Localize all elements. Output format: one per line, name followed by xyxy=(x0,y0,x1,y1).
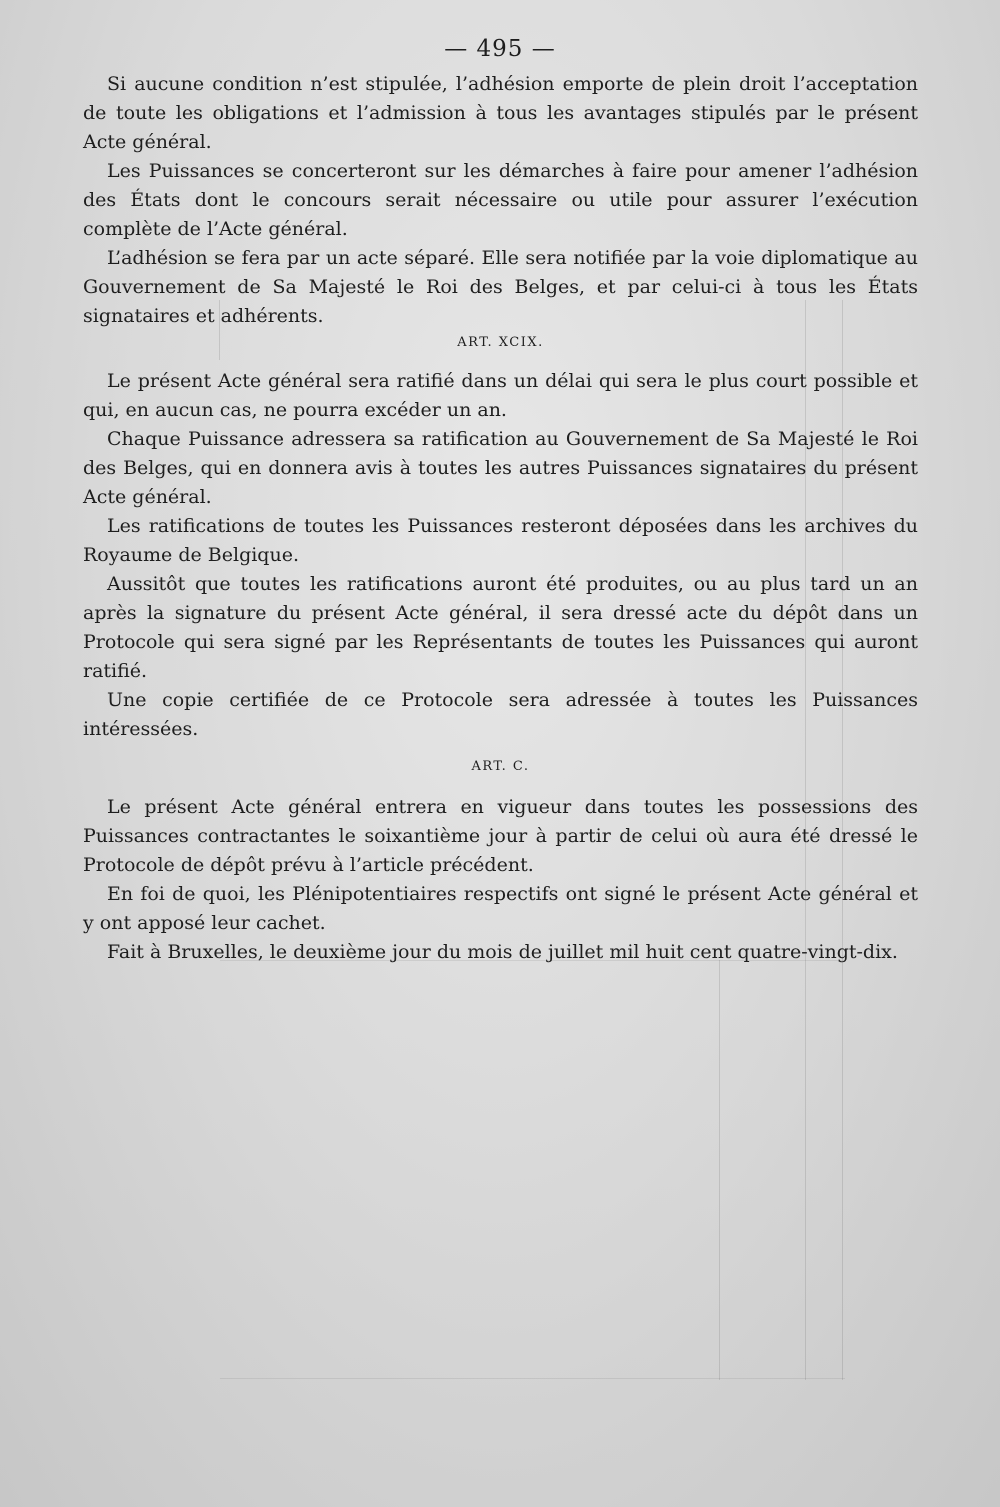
paragraph: Chaque Puissance adressera sa ratification au Gouvernement de Sa Majesté le Roi des Belges, qui en donnera avis à toutes les autres Puissances signataires du présent Acte général. xyxy=(83,428,918,508)
paragraph: Aussitôt que toutes les ratifications auront été produites, ou au plus tard un an après la signature du présent Acte général, il sera dressé acte du dépôt dans un Protocole qui sera signé par les Représentants de toutes les Puissances qui auront ratifié. xyxy=(83,573,918,682)
article-heading: ART. C. xyxy=(471,759,530,774)
paragraph: Fait à Bruxelles, le deuxième jour du mois de juillet mil huit cent quatre-vingt-dix. xyxy=(107,941,898,963)
show-through-rule xyxy=(220,1378,845,1379)
paragraph: Si aucune condition n’est stipulée, l’adhésion emporte de plein droit l’acceptation de toute les obligations et l’admission à tous les avantages stipulés par le présent Acte général. xyxy=(83,73,918,153)
paragraph: Les Puissances se concerteront sur les démarches à faire pour amener l’adhésion des États dont le concours serait nécessaire ou utile pour assurer l’exécution complète de l’Acte général. xyxy=(83,160,918,240)
paragraph: Le présent Acte général sera ratifié dans un délai qui sera le plus court possible et qui, en aucun cas, ne pourra excéder un an. xyxy=(83,370,918,421)
article-heading: ART. XCIX. xyxy=(457,335,544,350)
paragraph: Le présent Acte général entrera en vigueur dans toutes les possessions des Puissances contractantes le soixantième jour à partir de celui où aura été dressé le Protocole de dépôt prévu à l’article précédent. xyxy=(83,796,918,876)
paragraph: Les ratifications de toutes les Puissances resteront déposées dans les archives du Royaume de Belgique. xyxy=(83,515,918,566)
page-number: — 495 — xyxy=(444,36,556,62)
paragraph: L’adhésion se fera par un acte séparé. Elle sera notifiée par la voie diplomatique au Gouvernement de Sa Majesté le Roi des Belges, et par celui-ci à tous les États signataires et adhérents. xyxy=(83,247,918,327)
paragraph: Une copie certifiée de ce Protocole sera adressée à toutes les Puissances intéressées. xyxy=(83,689,918,740)
paragraph: En foi de quoi, les Plénipotentiaires respectifs ont signé le présent Acte général et y ont apposé leur cachet. xyxy=(83,883,918,934)
show-through-rule xyxy=(719,960,720,1380)
document-body xyxy=(83,70,918,967)
